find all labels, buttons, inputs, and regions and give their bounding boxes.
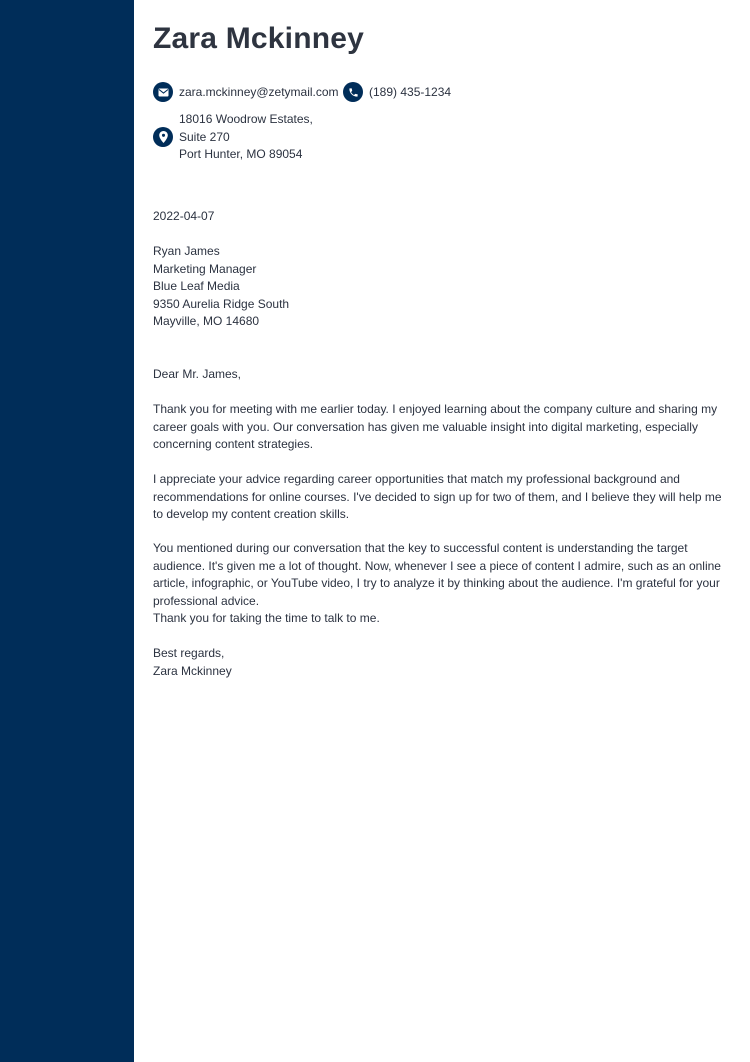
- paragraph: Thank you for taking the time to talk to me.: [153, 611, 380, 625]
- postal-address: [179, 111, 313, 164]
- envelope-icon: [153, 82, 173, 102]
- recipient-street: 9350 Aurelia Ridge South: [153, 296, 290, 311]
- recipient-title: Marketing Manager: [153, 261, 257, 276]
- paragraph: I appreciate your advice regarding career opportunities that match my professional background and recommendations for online courses. I've decided to sign up for two of them, and I believe they will help me to develop my content creation skills.: [153, 472, 722, 521]
- email-address[interactable]: zara.mckinney@zetymail.com: [179, 85, 339, 99]
- address-line: 18016 Woodrow Estates,: [179, 112, 313, 126]
- signoff-block: [153, 645, 232, 680]
- recipient-name: Ryan James: [153, 244, 220, 258]
- recipient-block: [153, 243, 289, 331]
- sender-name: Zara Mckinney: [153, 22, 365, 55]
- map-pin-icon: [153, 127, 173, 147]
- email-contact: [153, 82, 339, 102]
- sidebar-band: [0, 0, 134, 1062]
- salutation: Dear Mr. James,: [153, 367, 242, 381]
- address-line: Suite 270: [179, 129, 230, 144]
- address-line: Port Hunter, MO 89054: [179, 147, 303, 161]
- paragraph: Thank you for meeting with me earlier today. I enjoyed learning about the company culture and sharing my career goals with you. Our conversation has given me valuable insight into digital marketing, especially concerning content strategies.: [153, 402, 718, 451]
- letter-date: 2022-04-07: [153, 209, 215, 223]
- phone-number[interactable]: (189) 435-1234: [369, 85, 452, 99]
- signature-name: Zara Mckinney: [153, 663, 232, 678]
- paragraph: You mentioned during our conversation that the key to successful content is understanding the target audience. It's given me a lot of thought. Now, whenever I see a piece of content I admire, such as an online article, infographic, or YouTube video, I try to analyze it by thinking about the audience. I'm grateful for your professional advice.: [153, 541, 721, 608]
- phone-icon: [343, 82, 363, 102]
- recipient-company: Blue Leaf Media: [153, 279, 240, 293]
- phone-contact: [343, 82, 451, 102]
- recipient-city: Mayville, MO 14680: [153, 314, 260, 328]
- closing: Best regards,: [153, 646, 225, 660]
